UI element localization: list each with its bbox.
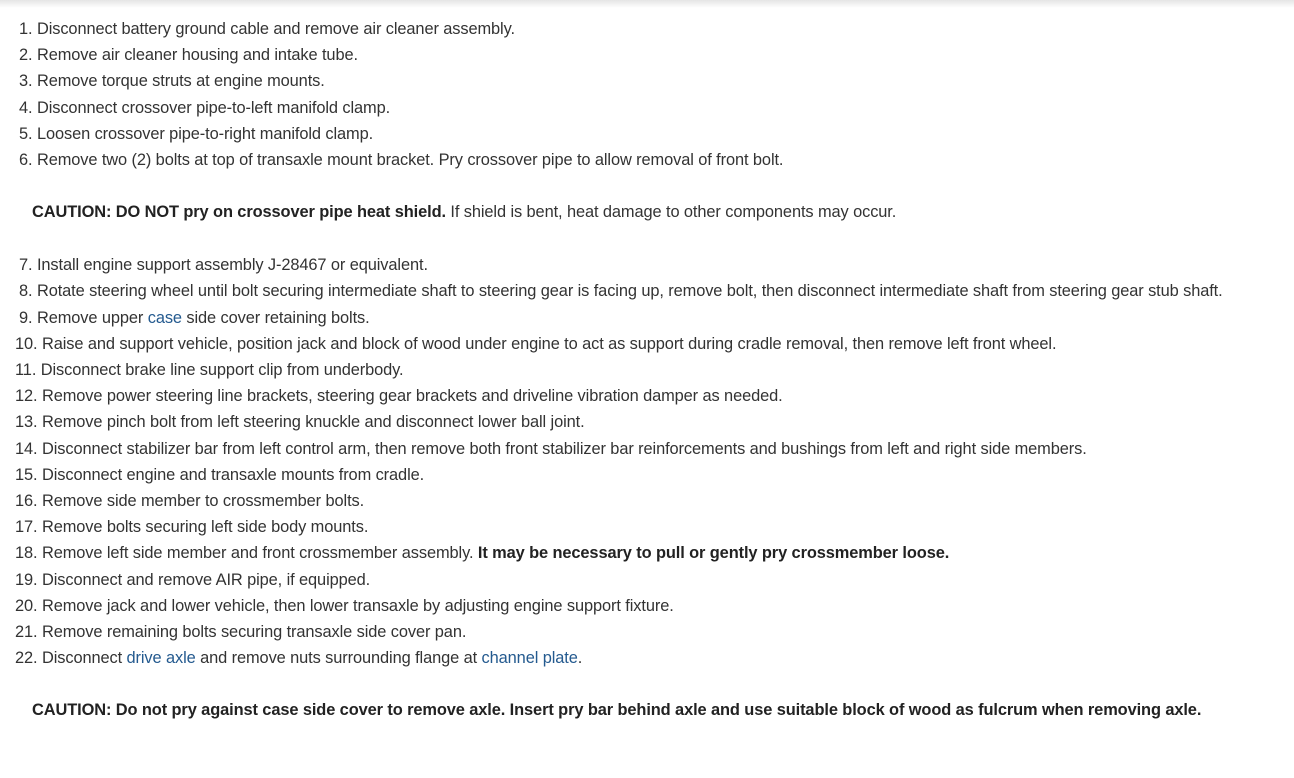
step-item — [15, 383, 1287, 409]
step-item — [15, 16, 1287, 42]
caution-note-heat-shield — [15, 199, 1287, 225]
step-bold-note: It may be necessary to pull or gently pry crossmember loose. — [477, 544, 950, 563]
step-number: 11. — [15, 361, 37, 380]
step-item — [15, 331, 1287, 357]
glossary-link-channel-plate[interactable]: channel plate — [481, 649, 578, 668]
step-number: 20. — [15, 596, 38, 615]
step-number: 12. — [15, 387, 38, 406]
step-text-before: Remove upper — [36, 308, 148, 327]
step-number: 16. — [15, 492, 38, 511]
step-text-before: Disconnect — [41, 649, 127, 668]
step-number: 7. — [19, 256, 33, 275]
steps-list-part-1 — [15, 16, 1287, 173]
step-item — [15, 42, 1287, 68]
step-text: Rotate steering wheel until bolt securing intermediate shaft to steering gear is facing up, remove bolt, then disconnect intermediate shaft from steering gear stub shaft. — [36, 282, 1223, 301]
step-text-after: side cover retaining bolts. — [181, 308, 370, 327]
step-item — [15, 278, 1287, 304]
step-text: Remove side member to crossmember bolts. — [41, 492, 365, 511]
step-text: Remove remaining bolts securing transaxle side cover pan. — [41, 623, 467, 642]
step-text: Remove two (2) bolts at top of transaxle mount bracket. Pry crossover pipe to allow removal of front bolt. — [36, 151, 784, 170]
step-number: 3. — [19, 72, 33, 91]
step-text: Disconnect stabilizer bar from left control arm, then remove both front stabilizer bar reinforcements and bushings from left and right side members. — [41, 439, 1087, 458]
step-item — [15, 619, 1287, 645]
step-number: 10. — [15, 334, 38, 353]
step-text-middle: and remove nuts surrounding flange at — [195, 649, 482, 668]
step-item — [15, 121, 1287, 147]
step-item — [15, 68, 1287, 94]
step-text: Remove left side member and front crossmember assembly. — [41, 544, 478, 563]
caution-note-axle — [15, 697, 1287, 723]
step-number: 9. — [19, 308, 33, 327]
step-item — [15, 567, 1287, 593]
step-text: Remove torque struts at engine mounts. — [36, 72, 325, 91]
step-text: Remove power steering line brackets, steering gear brackets and driveline vibration damper as needed. — [41, 387, 783, 406]
step-number: 4. — [19, 98, 33, 117]
step-item — [15, 305, 1287, 331]
step-item — [15, 645, 1287, 671]
caution-bold-text: CAUTION: Do not pry against case side cover to remove axle. Insert pry bar behind axle and use suitable block of wood as fulcrum when removing axle. — [32, 701, 1202, 720]
step-item — [15, 409, 1287, 435]
step-number: 15. — [15, 465, 38, 484]
step-number: 5. — [19, 124, 33, 143]
step-number: 13. — [15, 413, 38, 432]
step-number: 14. — [15, 439, 38, 458]
step-text: Disconnect crossover pipe-to-left manifold clamp. — [36, 98, 391, 117]
step-item — [15, 357, 1287, 383]
step-text: Remove pinch bolt from left steering knuckle and disconnect lower ball joint. — [41, 413, 585, 432]
step-item — [15, 462, 1287, 488]
step-item — [15, 252, 1287, 278]
step-number: 18. — [15, 544, 38, 563]
step-item — [15, 488, 1287, 514]
step-text: Disconnect brake line support clip from underbody. — [40, 361, 404, 380]
step-item — [15, 436, 1287, 462]
step-item — [15, 593, 1287, 619]
step-number: 17. — [15, 518, 38, 537]
step-text: Remove bolts securing left side body mounts. — [41, 518, 369, 537]
step-text: Remove air cleaner housing and intake tube. — [36, 46, 358, 65]
step-item — [15, 95, 1287, 121]
step-text: Disconnect and remove AIR pipe, if equipped. — [41, 570, 371, 589]
step-text: Disconnect engine and transaxle mounts from cradle. — [41, 465, 425, 484]
step-number: 6. — [19, 151, 33, 170]
step-number: 1. — [19, 20, 33, 38]
top-edge-shadow — [0, 0, 1294, 8]
caution-text: If shield is bent, heat damage to other components may occur. — [445, 203, 897, 222]
step-item — [15, 514, 1287, 540]
step-text: Disconnect battery ground cable and remove air cleaner assembly. — [36, 20, 515, 38]
procedure-content — [15, 16, 1287, 723]
step-text: Loosen crossover pipe-to-right manifold clamp. — [36, 124, 374, 143]
step-text: Install engine support assembly J-28467 or equivalent. — [36, 256, 428, 275]
step-number: 8. — [19, 282, 33, 301]
step-number: 22. — [15, 649, 38, 668]
caution-bold-text: CAUTION: DO NOT pry on crossover pipe heat shield. — [32, 203, 446, 222]
step-number: 2. — [19, 46, 33, 65]
step-text-after: . — [577, 649, 583, 668]
step-item — [15, 540, 1287, 566]
step-number: 21. — [15, 623, 38, 642]
step-text: Remove jack and lower vehicle, then lower transaxle by adjusting engine support fixture. — [41, 596, 674, 615]
step-number: 19. — [15, 570, 38, 589]
glossary-link-drive-axle[interactable]: drive axle — [126, 649, 196, 668]
step-item — [15, 147, 1287, 173]
steps-list-part-2 — [15, 252, 1287, 671]
glossary-link-case[interactable]: case — [147, 308, 182, 327]
step-text: Raise and support vehicle, position jack and block of wood under engine to act as support during cradle removal, then remove left front wheel. — [41, 334, 1057, 353]
